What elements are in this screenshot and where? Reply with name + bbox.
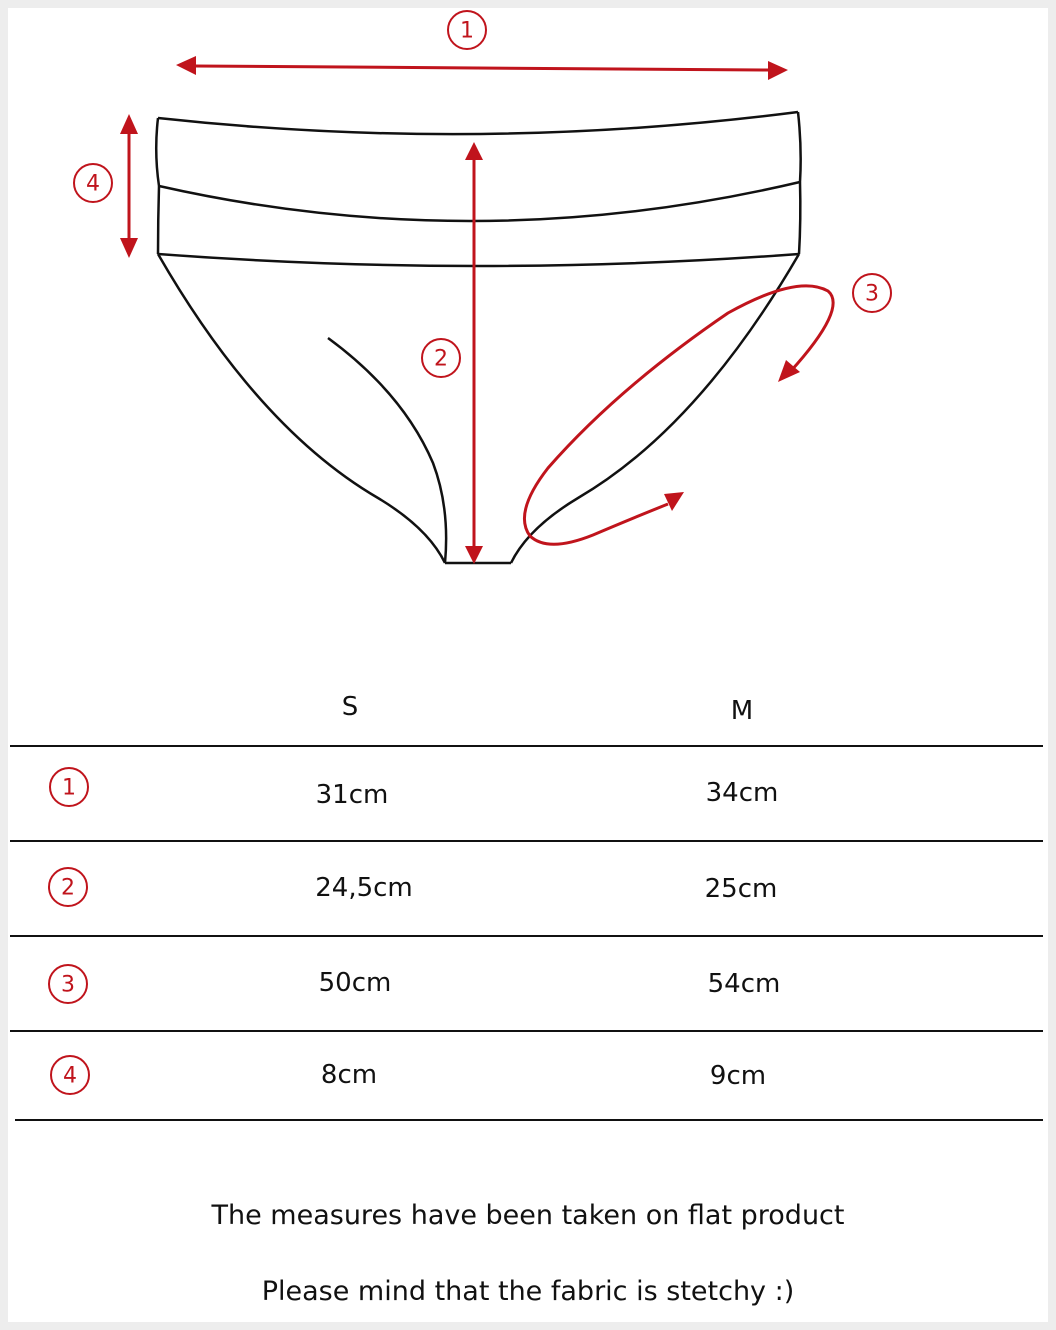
table-rule — [10, 935, 1043, 937]
row-4-s-value: 8cm — [320, 1060, 378, 1090]
row-1-marker-label: 1 — [62, 775, 76, 801]
column-header-s: S — [341, 692, 359, 722]
marker-3-icon — [853, 274, 891, 312]
row-4-m-value: 9cm — [709, 1061, 767, 1091]
row-3-s-value: 50cm — [318, 968, 392, 998]
row-1-m-value: 34cm — [705, 778, 779, 808]
row-1-marker-icon — [50, 768, 88, 806]
briefs-outline — [156, 112, 800, 563]
marker-1-label: 1 — [460, 18, 474, 44]
marker-4-icon — [74, 164, 112, 202]
table-rule — [10, 840, 1043, 842]
flat-product-note: The measures have been taken on flat product — [211, 1200, 845, 1231]
width-arrow — [176, 56, 788, 80]
briefs-measurement-diagram — [8, 8, 1048, 1322]
row-3-marker-label: 3 — [61, 972, 75, 998]
row-2-marker-icon — [49, 868, 87, 906]
marker-2-icon — [422, 339, 460, 377]
row-2-marker-label: 2 — [61, 875, 75, 901]
row-3-marker-icon — [49, 965, 87, 1003]
marker-3-label: 3 — [865, 281, 879, 307]
table-rule — [10, 745, 1043, 747]
size-guide-page — [8, 8, 1048, 1322]
column-header-m: M — [730, 696, 754, 726]
marker-2-label: 2 — [434, 346, 448, 372]
table-rule — [15, 1119, 1043, 1121]
row-3-m-value: 54cm — [707, 969, 781, 999]
row-2-m-value: 25cm — [704, 874, 778, 904]
row-2-s-value: 24,5cm — [315, 873, 413, 903]
row-4-marker-icon — [51, 1056, 89, 1094]
leg-opening-arrow — [524, 286, 833, 544]
rise-arrow — [465, 142, 483, 564]
row-1-s-value: 31cm — [315, 780, 389, 810]
marker-1-icon — [448, 11, 486, 49]
table-rule — [10, 1030, 1043, 1032]
stretchy-fabric-note: Please mind that the fabric is stetchy :) — [261, 1276, 795, 1307]
waistband-height-arrow — [120, 114, 138, 258]
marker-4-label: 4 — [86, 171, 100, 197]
row-4-marker-label: 4 — [63, 1063, 77, 1089]
